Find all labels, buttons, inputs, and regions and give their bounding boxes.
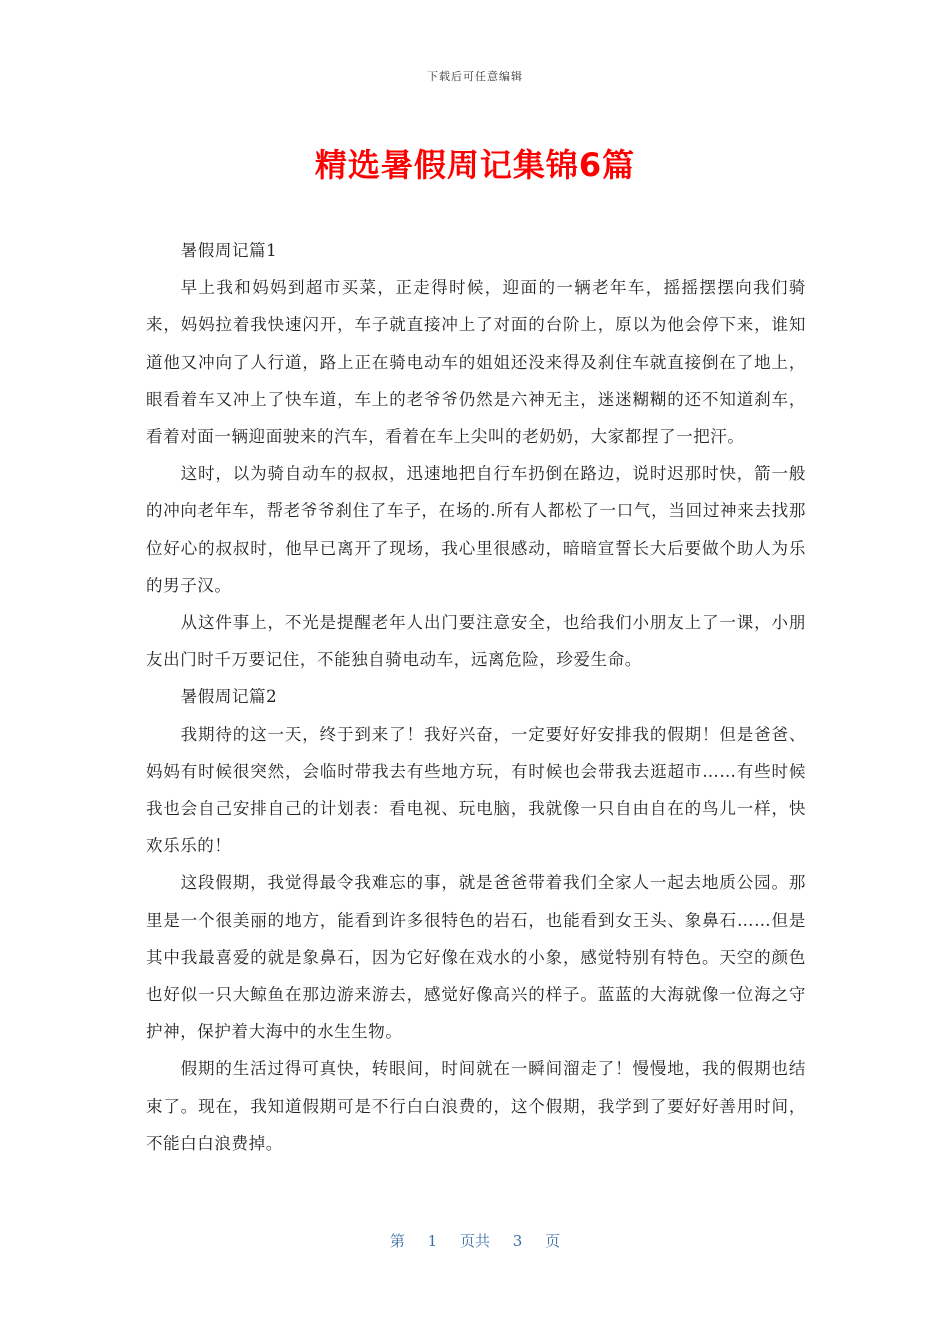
body-paragraph: 这时，以为骑自动车的叔叔，迅速地把自行车扔倒在路边，说时迟那时快，箭一般的冲向老年车，帮老爷爷刹住了车子，在场的.所有人都松了一口气，当回过神来去找那位好心的叔叔时，他早已离开了现场，我心里很感动，暗暗宣誓长大后要做个助人为乐的男子汉。: [146, 464, 806, 595]
section-heading: 暑假周记篇1: [180, 241, 278, 260]
body-paragraph: 早上我和妈妈到超市买菜，正走得时候，迎面的一辆老年车，摇摇摆摆向我们骑来，妈妈拉着我快速闪开，车子就直接冲上了对面的台阶上，原以为他会停下来，谁知道他又冲向了人行道，路上正在骑电动车的姐姐还没来得及刹住车就直接倒在了地上，眼看着车又冲上了快车道，车上的老爷爷仍然是六神无主，迷迷糊糊的还不知道刹车，看着对面一辆迎面驶来的汽车，看着在车上尖叫的老奶奶，大家都捏了一把汗。: [146, 278, 806, 447]
page-number-footer: [0, 1230, 950, 1251]
body-paragraph: 从这件事上，不光是提醒老年人出门要注意安全，也给我们小朋友上了一课，小朋友出门时千万要记住，不能独自骑电动车，远离危险，珍爱生命。: [146, 613, 806, 670]
document-body: [146, 232, 806, 1162]
document-title: 精选暑假周记集锦6篇: [314, 146, 636, 184]
page-label-middle: 页共: [459, 1232, 490, 1250]
page-label-suffix: 页: [545, 1232, 561, 1250]
page-label-prefix: 第: [389, 1232, 405, 1250]
body-paragraph: 这段假期，我觉得最令我难忘的事，就是爸爸带着我们全家人一起去地质公园。那里是一个很美丽的地方，能看到许多很特色的岩石，也能看到女王头、象鼻石……但是其中我最喜爱的就是象鼻石，因为它好像在戏水的小象，感觉特别有特色。天空的颜色也好似一只大鲸鱼在那边游来游去，感觉好像高兴的样子。蓝蓝的大海就像一位海之守护神，保护着大海中的水生生物。: [146, 873, 806, 1042]
body-paragraph: 假期的生活过得可真快，转眼间，时间就在一瞬间溜走了！慢慢地，我的假期也结束了。现在，我知道假期可是不行白白浪费的，这个假期，我学到了要好好善用时间，不能白白浪费掉。: [146, 1059, 806, 1153]
body-paragraph: 我期待的这一天，终于到来了！我好兴奋，一定要好好安排我的假期！但是爸爸、妈妈有时候很突然，会临时带我去有些地方玩，有时候也会带我去逛超市……有些时候我也会自己安排自己的计划表：看电视、玩电脑，我就像一只自由自在的鸟儿一样，快欢乐乐的！: [146, 724, 806, 856]
total-pages-number: 3: [512, 1232, 523, 1250]
section-heading: 暑假周记篇2: [180, 687, 278, 707]
header-note: 下载后可任意编辑: [427, 70, 523, 83]
current-page-number: 1: [427, 1232, 438, 1250]
